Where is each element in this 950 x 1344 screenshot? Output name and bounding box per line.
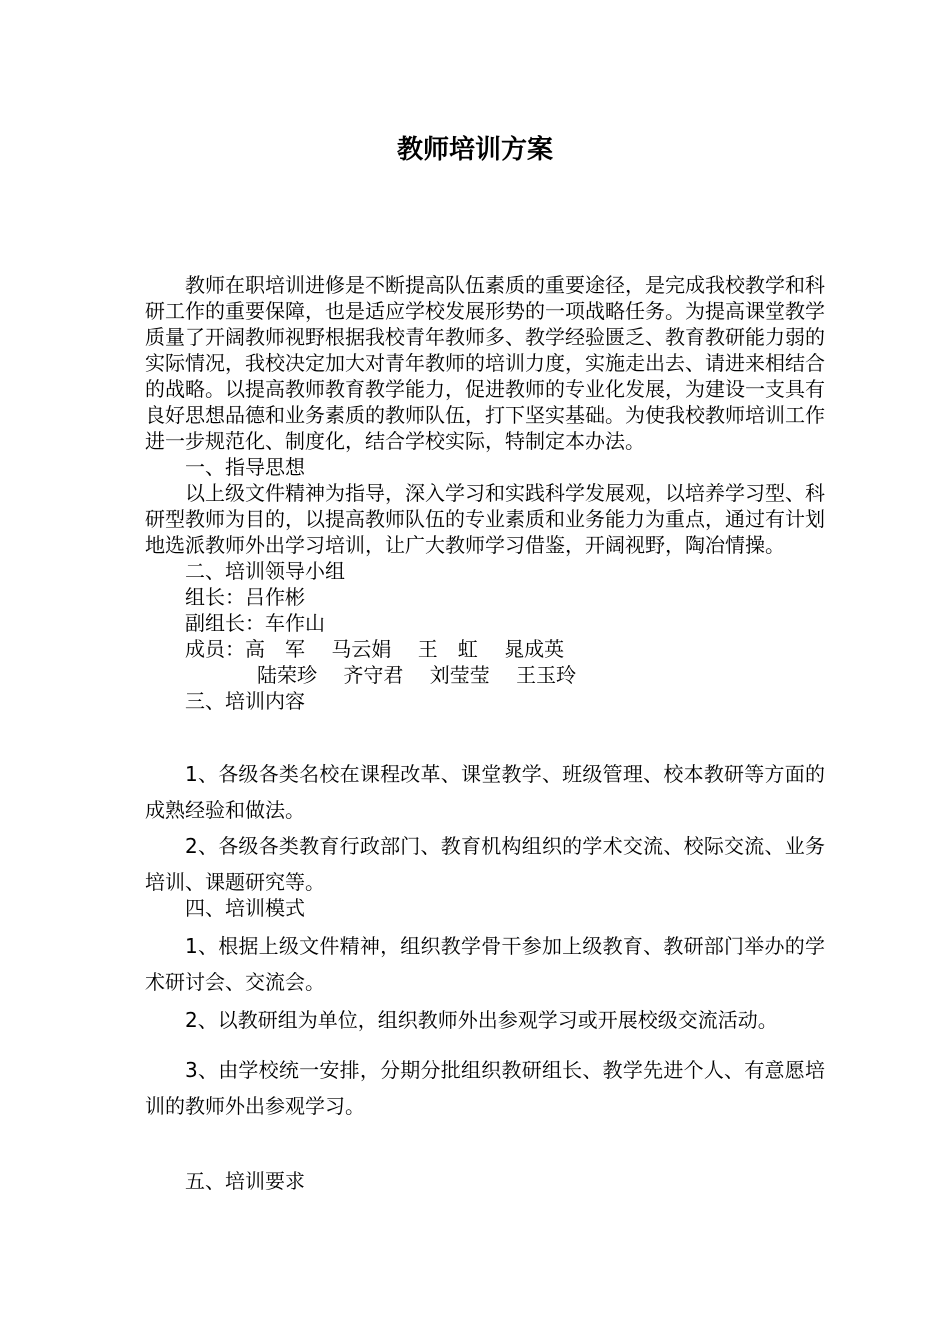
leader-line: 组长：吕作彬 — [185, 585, 305, 609]
deputy-line: 副组长：车作山 — [185, 611, 325, 635]
section5-block — [145, 1168, 825, 1194]
section3-heading: 三、培训内容 — [185, 689, 305, 713]
section3-items-2 — [145, 828, 825, 900]
section4-items-2 — [145, 1002, 825, 1038]
section4-item-2: 2、以教研组为单位，组织教师外出参观学习或开展校级交流活动。 — [185, 1008, 778, 1032]
section1-heading: 一、指导思想 — [185, 455, 305, 479]
section4-item-1: 1、根据上级文件精神，组织教学骨干参加上级教育、教研部门举办的学术研讨会、交流会。 — [145, 934, 825, 994]
section3-item-2: 2、各级各类教育行政部门、教育机构组织的学术交流、校际交流、业务培训、课题研究等。 — [145, 834, 825, 894]
section3-items — [145, 756, 825, 828]
section4-heading: 四、培训模式 — [185, 896, 305, 920]
intro-paragraph: 教师在职培训进修是不断提高队伍素质的重要途径，是完成我校教学和科研工作的重要保障，也是适应学校发展形势的一项战略任务。为提高课堂教学质量了开阔教师视野根据我校青年教师多、教学经验匮乏、教育教研能力弱的实际情况，我校决定加大对青年教师的培训力度，实施走出去、请进来相结合的战略。以提高教师教育教学能力，促进教师的专业化发展，为建设一支具有良好思想品德和业务素质的教师队伍，打下坚实基础。为使我校教师培训工作进一步规范化、制度化，结合学校实际，特制定本办法。 — [145, 273, 825, 453]
section2-heading: 二、培训领导小组 — [185, 559, 345, 583]
section1-paragraph: 以上级文件精神为指导，深入学习和实践科学发展观，以培养学习型、科研型教师为目的，以提高教师队伍的专业素质和业务能力为重点，通过有计划地选派教师外出学习培训，让广大教师学习借鉴，开阔视野，陶冶情操。 — [145, 481, 825, 557]
section4-items — [145, 928, 825, 1000]
members-line-1: 成员：高 军 马云娟 王 虹 晁成英 — [185, 637, 565, 661]
section4-items-3 — [145, 1052, 825, 1124]
members-line-2: 陆荣珍 齐守君 刘莹莹 王玉玲 — [257, 663, 577, 687]
document-title: 教师培训方案 — [396, 135, 553, 165]
section4-block — [145, 895, 825, 921]
section3-item-1: 1、各级各类名校在课程改革、课堂教学、班级管理、校本教研等方面的成熟经验和做法。 — [145, 762, 825, 822]
section4-item-3: 3、由学校统一安排，分期分批组织教研组长、教学先进个人、有意愿培训的教师外出参观学习。 — [145, 1058, 825, 1118]
document-body — [145, 272, 825, 714]
section5-heading: 五、培训要求 — [185, 1169, 305, 1193]
